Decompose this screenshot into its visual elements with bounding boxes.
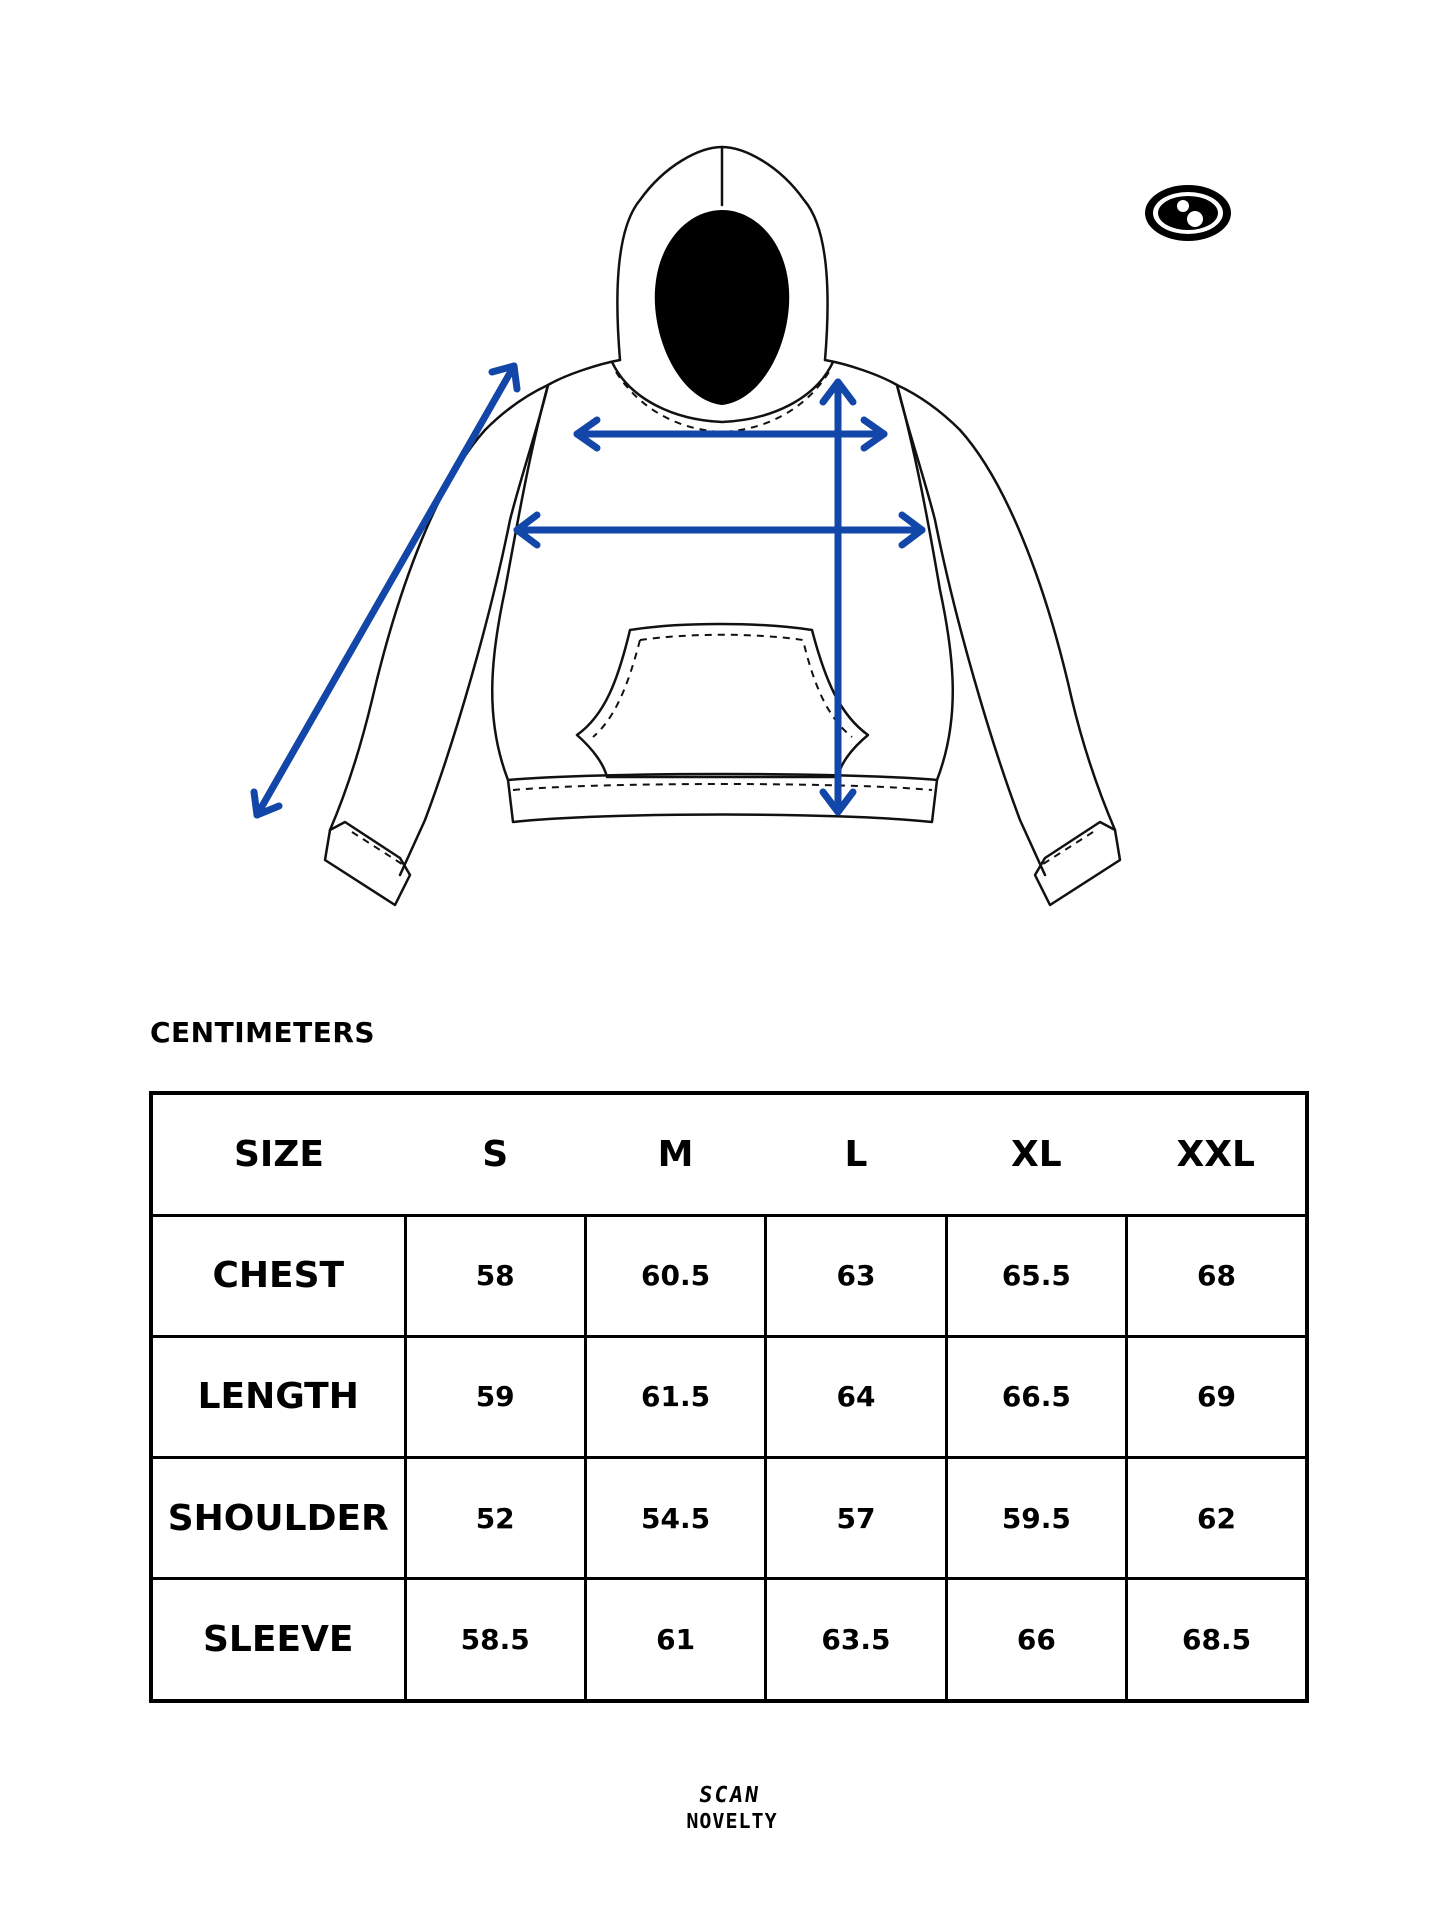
table-cell: 68 xyxy=(1127,1215,1307,1336)
table-cell: 61 xyxy=(585,1579,765,1701)
table-cell: 63 xyxy=(766,1215,946,1336)
table-header-cell: S xyxy=(405,1093,585,1215)
brand-logo-line2: NOVELTY xyxy=(686,1809,778,1833)
table-cell: 68.5 xyxy=(1127,1579,1307,1701)
table-cell: 59 xyxy=(405,1336,585,1457)
table-cell: 61.5 xyxy=(585,1336,765,1457)
table-cell: 62 xyxy=(1127,1458,1307,1579)
row-label: CHEST xyxy=(151,1215,405,1336)
row-label: LENGTH xyxy=(151,1336,405,1457)
brand-logo-line1: SCAN xyxy=(697,1782,762,1808)
table-header-row xyxy=(151,1093,1307,1215)
table-cell: 57 xyxy=(766,1458,946,1579)
table-cell: 52 xyxy=(405,1458,585,1579)
table-cell: 58 xyxy=(405,1215,585,1336)
table-header-cell: XXL xyxy=(1127,1093,1307,1215)
units-label: CENTIMETERS xyxy=(150,1016,376,1049)
table-cell: 63.5 xyxy=(766,1579,946,1701)
table-header-cell: XL xyxy=(946,1093,1126,1215)
table-cell: 58.5 xyxy=(405,1579,585,1701)
circle-logo-icon xyxy=(1143,183,1233,243)
table-row xyxy=(151,1336,1307,1457)
row-label: SHOULDER xyxy=(151,1458,405,1579)
table-header-cell: L xyxy=(766,1093,946,1215)
size-chart-table xyxy=(149,1091,1309,1703)
table-header-cell: SIZE xyxy=(151,1093,405,1215)
table-cell: 60.5 xyxy=(585,1215,765,1336)
row-label: SLEEVE xyxy=(151,1579,405,1701)
brand-logo xyxy=(674,1778,790,1838)
table-cell: 64 xyxy=(766,1336,946,1457)
table-cell: 66.5 xyxy=(946,1336,1126,1457)
hoodie-illustration xyxy=(0,0,1445,960)
table-cell: 66 xyxy=(946,1579,1126,1701)
table-cell: 65.5 xyxy=(946,1215,1126,1336)
table-header-cell: M xyxy=(585,1093,765,1215)
table-cell: 59.5 xyxy=(946,1458,1126,1579)
table-row xyxy=(151,1215,1307,1336)
table-row xyxy=(151,1458,1307,1579)
table-cell: 54.5 xyxy=(585,1458,765,1579)
table-cell: 69 xyxy=(1127,1336,1307,1457)
table-row xyxy=(151,1579,1307,1701)
